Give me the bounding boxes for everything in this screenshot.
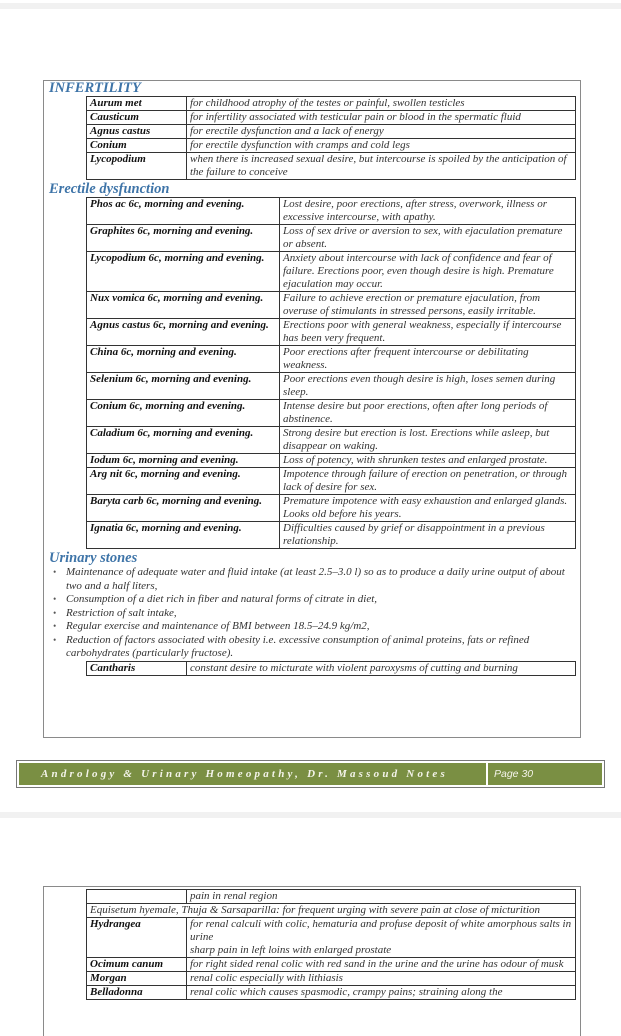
remedy-name: Baryta carb 6c, morning and evening. <box>87 495 280 522</box>
remedy-name: Cantharis <box>87 661 187 675</box>
remedy-name: Aurum met <box>87 97 187 111</box>
page-30-content <box>43 80 581 738</box>
list-item: • Maintenance of adequate water and fluid intake (at least 2.5–3.0 l) so as to produce a daily urine output of about two and a half liters, <box>64 566 576 593</box>
remedy-name: Selenium 6c, morning and evening. <box>87 373 280 400</box>
remedy-name: Agnus castus <box>87 125 187 139</box>
remedy-description: Poor erections even though desire is high, loses semen during sleep. <box>280 373 576 400</box>
remedy-description: for erectile dysfunction with cramps and cold legs <box>187 139 576 153</box>
page-footer <box>16 760 605 788</box>
remedy-description: when there is increased sexual desire, but intercourse is spoiled by the anticipation of the failure to conceive <box>187 153 576 180</box>
remedy-name: Iodum 6c, morning and evening. <box>87 454 280 468</box>
table-row <box>87 661 576 675</box>
table-row <box>87 468 576 495</box>
table-row <box>87 454 576 468</box>
remedy-name: Morgan <box>87 972 187 986</box>
table-row <box>87 918 576 958</box>
remedy-name: Lycopodium <box>87 153 187 180</box>
table-row <box>87 373 576 400</box>
table-row <box>87 125 576 139</box>
remedy-name: Conium <box>87 139 187 153</box>
list-item: • Regular exercise and maintenance of BMI between 18.5–24.9 kg/m2, <box>64 620 576 634</box>
remedy-name <box>87 890 187 904</box>
table-row <box>87 400 576 427</box>
remedy-name: Lycopodium 6c, morning and evening. <box>87 252 280 292</box>
remedy-description: Intense desire but poor erections, often after long periods of abstinence. <box>280 400 576 427</box>
page-separator <box>0 812 621 818</box>
remedy-description: renal colic especially with lithiasis <box>187 972 576 986</box>
remedy-description: Erections poor with general weakness, especially if intercourse has been very frequent. <box>280 319 576 346</box>
table-row <box>87 522 576 549</box>
remedy-name: Nux vomica 6c, morning and evening. <box>87 292 280 319</box>
remedy-description: renal colic which causes spasmodic, crampy pains; straining along the <box>187 986 576 1000</box>
remedy-name: Conium 6c, morning and evening. <box>87 400 280 427</box>
table-row <box>87 427 576 454</box>
remedy-description <box>187 918 576 958</box>
remedy-description: Poor erections after frequent intercourse or debilitating weakness. <box>280 346 576 373</box>
table-row <box>87 97 576 111</box>
remedy-description: for childhood atrophy of the testes or painful, swollen testicles <box>187 97 576 111</box>
table-row <box>87 139 576 153</box>
renal-remedy-table <box>86 889 576 1000</box>
urinary-stones-list <box>44 566 580 661</box>
table-row <box>87 986 576 1000</box>
table-row <box>87 904 576 918</box>
table-row <box>87 495 576 522</box>
remedy-description-line: for renal calculi with colic, hematuria and profuse deposit of white amorphous salts in urine <box>190 918 572 943</box>
remedy-name: Ocimum canum <box>87 958 187 972</box>
list-item: • Restriction of salt intake, <box>64 607 576 621</box>
remedy-name: Belladonna <box>87 986 187 1000</box>
table-row <box>87 958 576 972</box>
table-row <box>87 972 576 986</box>
remedy-name: Phos ac 6c, morning and evening. <box>87 198 280 225</box>
remedy-name: Causticum <box>87 111 187 125</box>
section-title-erectile-dysfunction: Erectile dysfunction <box>49 181 170 197</box>
remedy-name: Caladium 6c, morning and evening. <box>87 427 280 454</box>
remedy-description: Strong desire but erection is lost. Erections while asleep, but disappear on waking. <box>280 427 576 454</box>
footer-title: Andrology & Urinary Homeopathy, Dr. Massoud Notes <box>19 763 488 785</box>
page-31-content <box>43 886 581 1036</box>
page-number: Page 30 <box>488 763 602 785</box>
list-item: • Reduction of factors associated with obesity i.e. excessive consumption of animal proteins, fats or refined carbohydrates (particularly fructose). <box>64 634 576 661</box>
remedy-name: Agnus castus 6c, morning and evening. <box>87 319 280 346</box>
erectile-dysfunction-table <box>86 197 576 549</box>
remedy-description: Anxiety about intercourse with lack of confidence and fear of failure. Erections poor, even though desire is high. Premature ejaculation may occur. <box>280 252 576 292</box>
list-item: • Consumption of a diet rich in fiber and natural forms of citrate in diet, <box>64 593 576 607</box>
remedy-description: Lost desire, poor erections, after stress, overwork, illness or excessive intercourse, with apathy. <box>280 198 576 225</box>
table-row <box>87 292 576 319</box>
remedy-description: Premature impotence with easy exhaustion and enlarged glands. Looks old before his years. <box>280 495 576 522</box>
remedy-description-line: sharp pain in left loins with enlarged prostate <box>190 944 392 956</box>
section-title-infertility: INFERTILITY <box>49 80 141 96</box>
table-row <box>87 153 576 180</box>
urinary-remedy-table <box>86 661 576 676</box>
remedy-name: Hydrangea <box>87 918 187 958</box>
remedy-description: Loss of sex drive or aversion to sex, with ejaculation premature or absent. <box>280 225 576 252</box>
remedy-name: Ignatia 6c, morning and evening. <box>87 522 280 549</box>
infertility-table <box>86 96 576 180</box>
remedy-description: Impotence through failure of erection on penetration, or through lack of desire for sex. <box>280 468 576 495</box>
page-separator-top <box>0 3 621 9</box>
combined-remedy-row: Equisetum hyemale, Thuja & Sarsaparilla: for frequent urging with severe pain at close of micturition <box>87 904 576 918</box>
remedy-description: for right sided renal colic with red sand in the urine and the urine has odour of musk <box>187 958 576 972</box>
remedy-description: for erectile dysfunction and a lack of energy <box>187 125 576 139</box>
remedy-name: Arg nit 6c, morning and evening. <box>87 468 280 495</box>
table-row <box>87 225 576 252</box>
table-row <box>87 198 576 225</box>
remedy-description: for infertility associated with testicular pain or blood in the spermatic fluid <box>187 111 576 125</box>
remedy-description: Difficulties caused by grief or disappointment in a previous relationship. <box>280 522 576 549</box>
table-row <box>87 111 576 125</box>
table-row <box>87 346 576 373</box>
table-row <box>87 252 576 292</box>
section-title-urinary-stones: Urinary stones <box>49 550 138 566</box>
remedy-description: Loss of potency, with shrunken testes and enlarged prostate. <box>280 454 576 468</box>
remedy-name: China 6c, morning and evening. <box>87 346 280 373</box>
remedy-description: constant desire to micturate with violent paroxysms of cutting and burning <box>187 661 576 675</box>
table-row <box>87 319 576 346</box>
remedy-description: pain in renal region <box>187 890 576 904</box>
remedy-description: Failure to achieve erection or premature ejaculation, from overuse of stimulants in stressed persons, easily irritable. <box>280 292 576 319</box>
remedy-name: Graphites 6c, morning and evening. <box>87 225 280 252</box>
table-row <box>87 890 576 904</box>
